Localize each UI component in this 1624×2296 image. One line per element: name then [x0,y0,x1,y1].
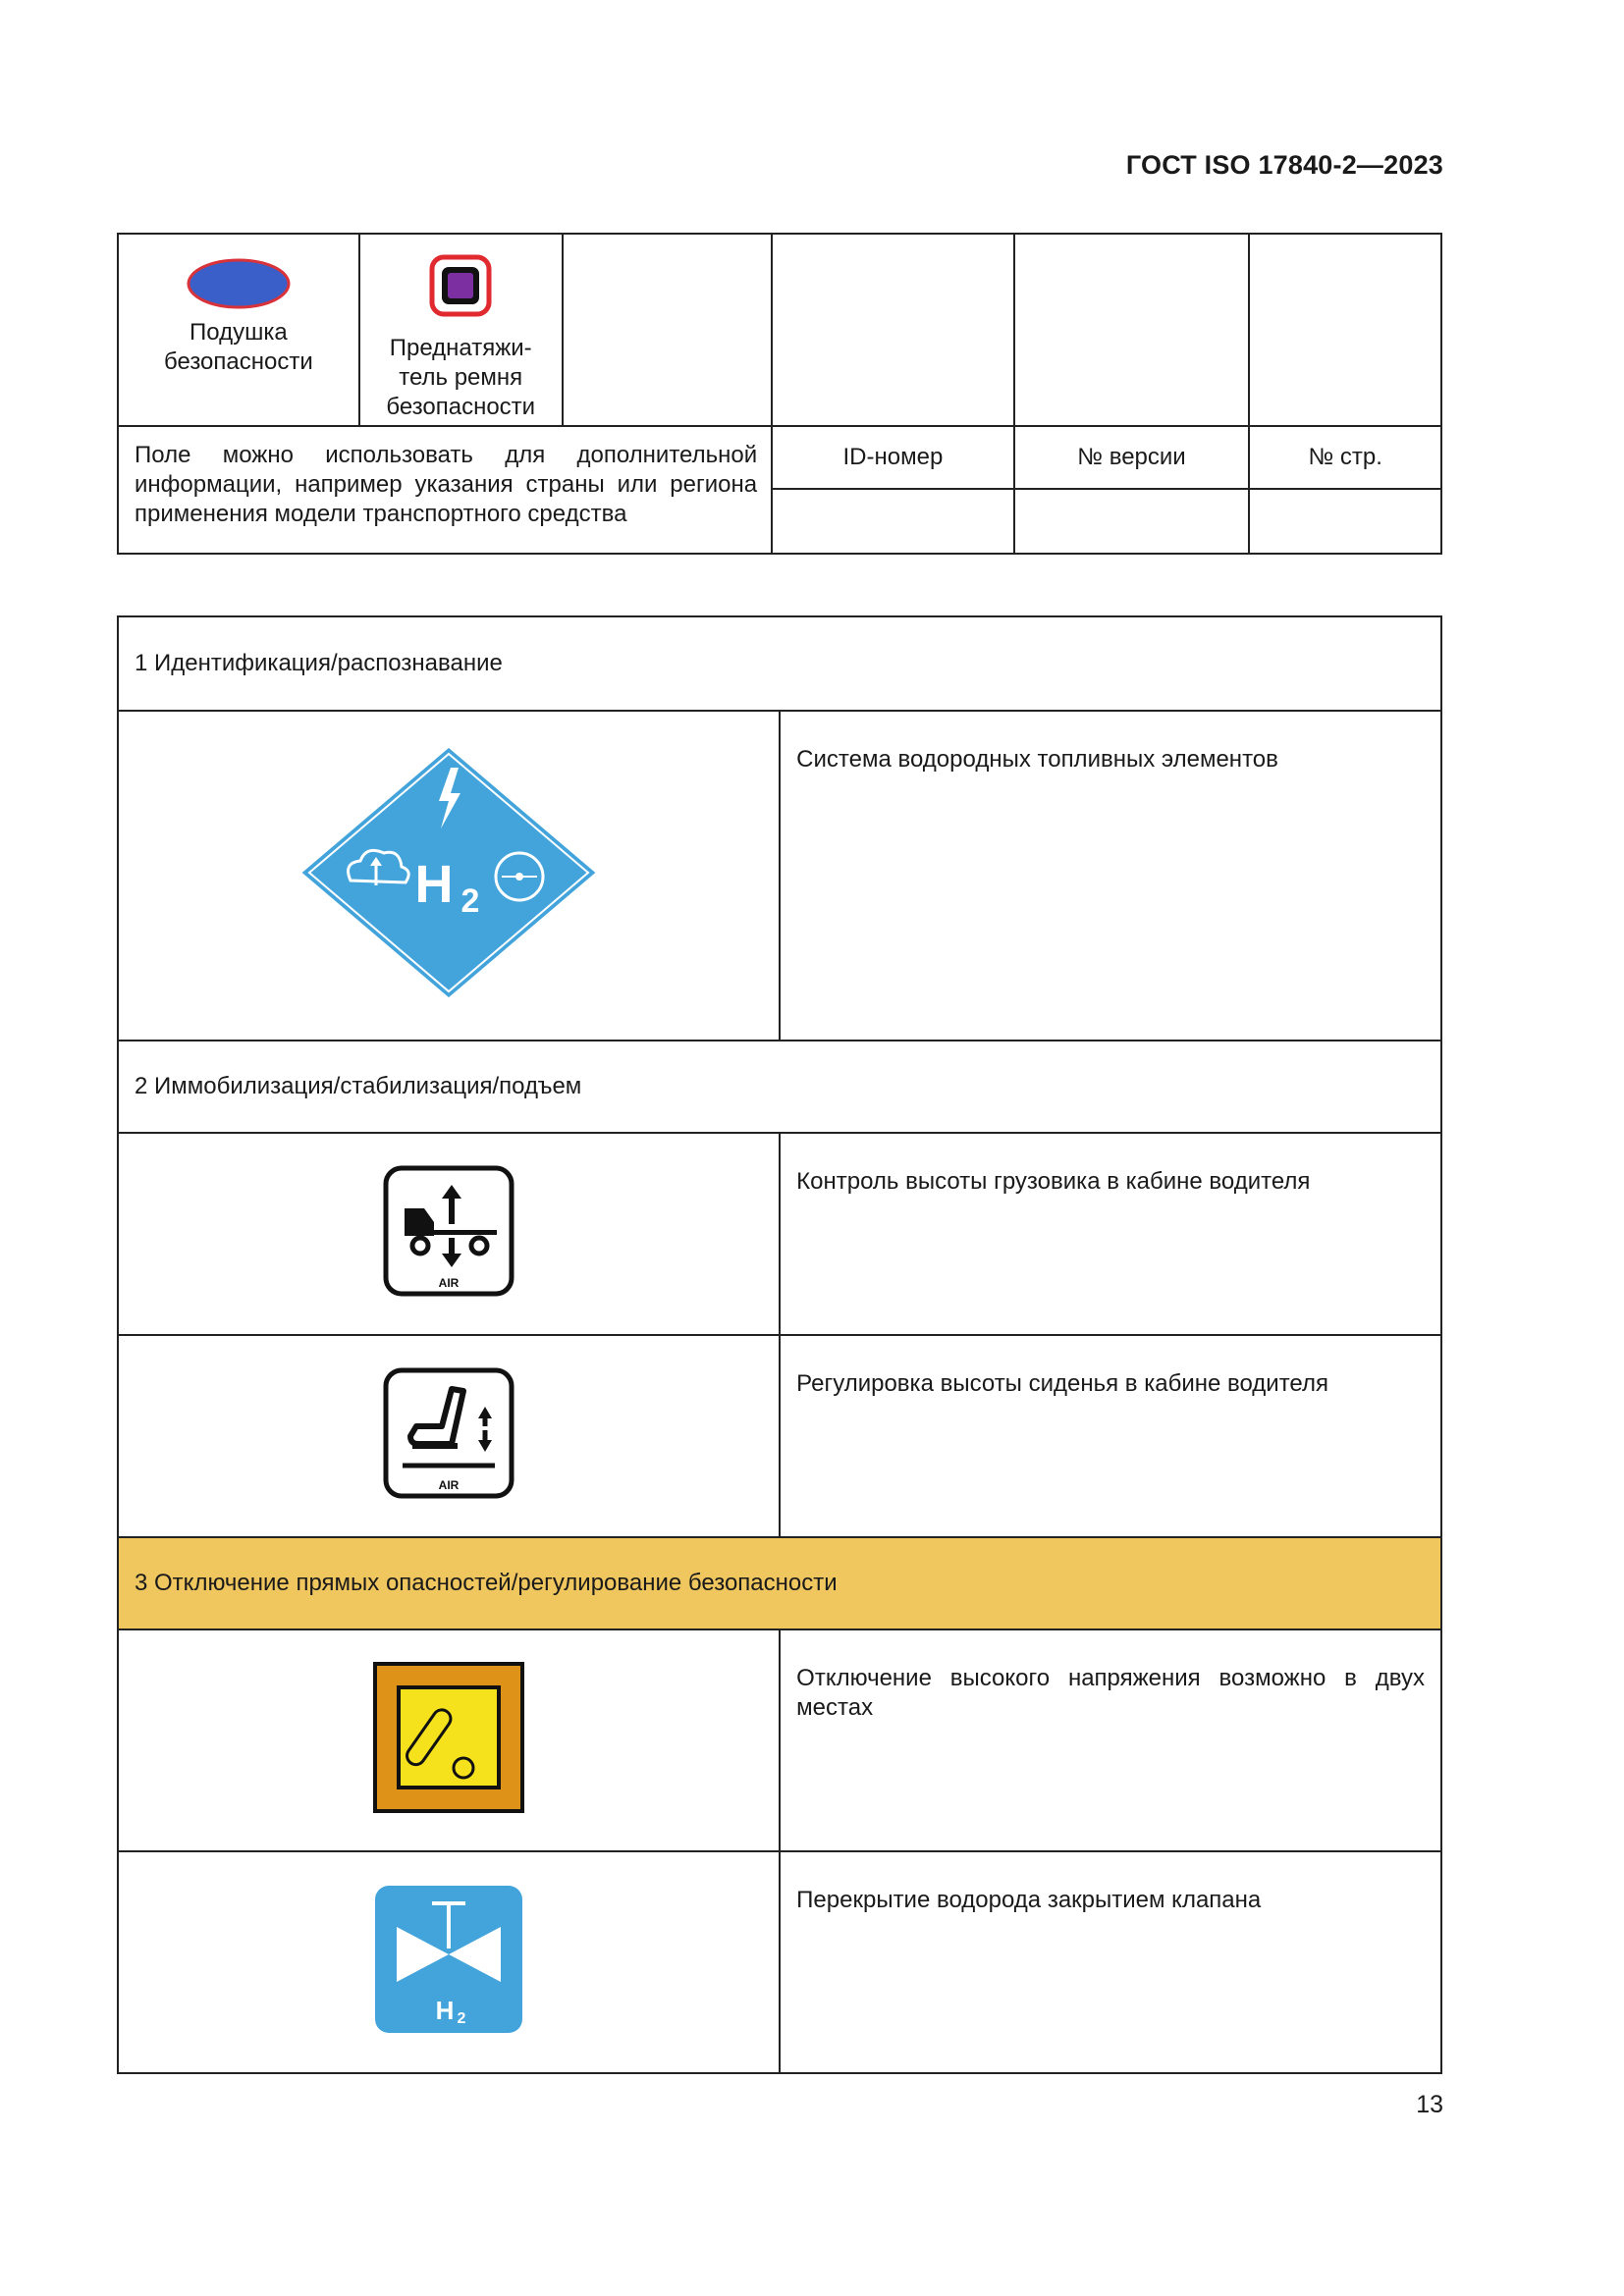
section-1-heading: 1 Идентификация/распознавание [118,616,1441,711]
description-cell: Отключение высокого напряжения возможно в двух местах [780,1629,1441,1851]
svg-text:2: 2 [460,881,480,920]
svg-text:H: H [414,854,454,914]
symbol-cell [118,1851,780,2073]
pretensioner-label-line3: безопасности [386,394,536,420]
legend-pretensioner-cell [359,234,563,426]
description-cell: Система водородных топливных элементов [780,711,1441,1041]
legend-empty-cell [772,234,1014,426]
airbag-label-line2: безопасности [164,348,313,375]
hydrogen-shutoff-valve-icon [373,1884,524,2035]
section-3-heading: 3 Отключение прямых опасностей/регулирование безопасности [118,1537,1441,1629]
hydrogen-fuel-cell-icon [292,740,606,1005]
legend-empty-cell [563,234,772,426]
version-value [1014,489,1250,554]
symbol-cell [118,1629,780,1851]
airbag-label-line1: Подушка [189,319,288,346]
pretensioner-label-line1: Преднатяжи- [389,335,532,361]
description-cell: Контроль высоты грузовика в кабине водителя [780,1133,1441,1335]
page-header: № стр. [1249,426,1441,489]
truck-height-control-icon [383,1165,514,1297]
document-id: ГОСТ ISO 17840-2—2023 [1125,150,1443,180]
additional-info-note: Поле можно использовать для дополнительной информации, например указания страны или региона применения модели транспортного средства [118,426,772,554]
seat-icon-air-text: AIR [438,1477,460,1492]
legend-airbag-cell [118,234,359,426]
seatbelt-pretensioner-icon [429,254,492,317]
legend-empty-cell [1014,234,1250,426]
symbol-cell [118,1133,780,1335]
symbol-cell [118,711,780,1041]
description-cell: Перекрытие водорода закрытием клапана [780,1851,1441,2073]
legend-empty-cell [1249,234,1441,426]
id-number-value [772,489,1014,554]
page-value [1249,489,1441,554]
svg-text:H: H [435,1995,455,2025]
section-2-heading: 2 Иммобилизация/стабилизация/подъем [118,1041,1441,1133]
pretensioner-label-line2: тель ремня [399,364,523,391]
description-cell: Регулировка высоты сиденья в кабине водителя [780,1335,1441,1537]
airbag-icon [185,256,293,311]
page-number: 13 [1416,2091,1443,2118]
high-voltage-disconnect-icon [373,1662,524,1813]
seat-height-adjust-icon [383,1367,514,1499]
svg-text:2: 2 [457,2009,466,2027]
rescue-sheet-table [117,615,1442,2074]
legend-table [117,233,1442,555]
id-number-header: ID-номер [772,426,1014,489]
truck-icon-air-text: AIR [438,1275,460,1290]
version-header: № версии [1014,426,1250,489]
symbol-cell [118,1335,780,1537]
